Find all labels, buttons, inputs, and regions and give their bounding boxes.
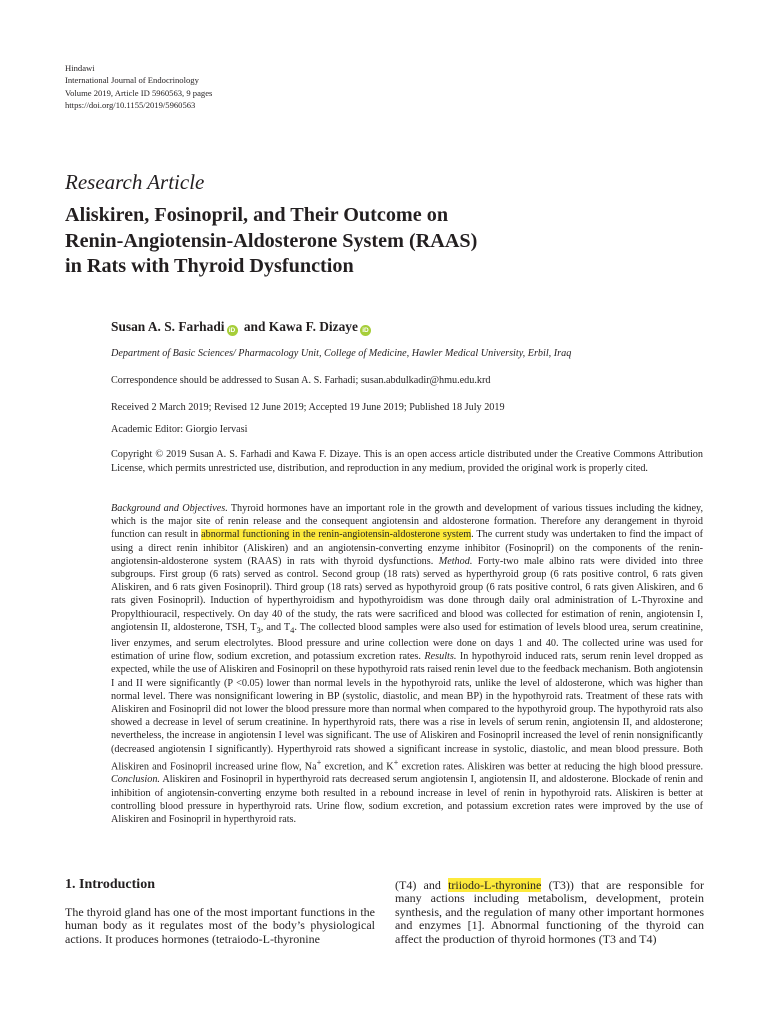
highlighted-text: triiodo-L-thyronine	[448, 878, 542, 892]
orcid-icon[interactable]: iD	[360, 325, 371, 336]
superscript: +	[393, 756, 399, 767]
author-connector: and	[240, 319, 269, 334]
subscript: 3	[256, 624, 261, 635]
orcid-icon[interactable]: iD	[227, 325, 238, 336]
abstract-section-label: Method.	[438, 555, 473, 567]
superscript: +	[316, 756, 322, 767]
abstract-text: , and T	[260, 621, 291, 633]
journal-header	[65, 62, 212, 111]
abstract-section-label: Background and Objectives.	[111, 503, 228, 514]
journal-name: International Journal of Endocrinology	[65, 75, 199, 86]
article-title	[65, 203, 705, 280]
author-list	[111, 319, 374, 336]
publication-dates: Received 2 March 2019; Revised 12 June 2019; Accepted 19 June 2019; Published 18 July 2019	[111, 402, 505, 413]
correspondence: Correspondence should be addressed to Susan A. S. Farhadi; susan.abdulkadir@hmu.edu.krd	[111, 375, 491, 386]
abstract-text: excretion rates. Aliskiren was better at reducing the high blood pressure.	[398, 761, 704, 773]
body-text: (T4) and	[395, 878, 449, 892]
subscript: 4	[290, 624, 295, 635]
abstract-section-label: Conclusion.	[111, 774, 160, 786]
affiliation: Department of Basic Sciences/ Pharmacology Unit, College of Medicine, Hawler Medical University, Erbil, Iraq	[111, 348, 572, 359]
title-line: Aliskiren, Fosinopril, and Their Outcome on	[65, 204, 449, 226]
abstract-text: . The current study was undertaken to find the impact of using a direct renin inhibitor (Aliskiren) and an angiotensin-converting enzyme inhibitor (Fosinopril) on the components of the renin-angiotensin-aldosterone system (RAAS) in rats with thyroid dysfunctions.	[111, 529, 703, 567]
abstract-section-label: Results.	[424, 651, 457, 663]
abstract	[111, 502, 703, 826]
section-heading: 1. Introduction	[65, 877, 155, 892]
volume-info: Volume 2019, Article ID 5960563, 9 pages	[65, 87, 213, 98]
abstract-text: In hypothyroid induced rats, serum renin level dropped as expected, while the use of Aliskiren and Fosinopril on these hypothyroid rats raised renin level due to the feedback mechanism. Both angiotensin I and II were significantly (P <0.05) lower than normal levels in the hypothyroid rats, unlike the level of aldosterone, which was higher than normal level. There was nonsignificant lowering in BP (systolic, diastolic, and mean BP) in the hypothyroid rats. Treatment of these rats with Aliskiren and Fosinopril did not lower the blood pressure more than normal when compared to the hypothyroid group. The hypothyroid rats also showed a decrease in level of serum creatinine. In hyperthyroid rats, there was a rise in levels of serum renin, angiotensin II, and aldosterone; nevertheless, the increase in angiotensin I level was significant. The use of Aliskiren and Fosinopril increased the level of renin nonsignificantly (decreased angiotensin I significantly). Hyperthyroid rats showed a significant increase in systolic, diastolic, and mean blood pressure. Both Aliskiren and Fosinopril increased urine flow, Na	[111, 651, 703, 773]
highlighted-text: abnormal functioning in the renin-angiotensin-aldosterone system	[201, 529, 472, 541]
doi-link[interactable]: https://doi.org/10.1155/2019/5960563	[65, 99, 196, 110]
copyright-notice: Copyright © 2019 Susan A. S. Farhadi and Kawa F. Dizaye. This is an open access article distributed under the Creative Commons Attribution License, which permits unrestricted use, distribution, and reproduction in any medium, provided the original work is properly cited.	[111, 449, 703, 474]
intro-left-column: The thyroid gland has one of the most important functions in the human body as it regulates most of the body’s physiological actions. It produces hormones (tetraiodo-L-thyronine	[65, 905, 375, 946]
article-type: Research Article	[65, 170, 205, 194]
abstract-text: Aliskiren and Fosinopril in hyperthyroid rats decreased serum angiotensin I, angiotensin II, and aldosterone. Blockade of renin and inhibition of angiotensin-converting enzyme both resulted in a rebound increase in level of renin in hypothyroid rats. Aliskiren is better at controlling blood pressure in hyperthyroid rats. Urine flow, sodium excretion, and potassium excretion rates were improved by the use of Aliskiren and Fosinopril in hyperthyroid rats.	[111, 774, 703, 826]
title-line: Renin-Angiotensin-Aldosterone System (RAAS)	[65, 229, 478, 252]
abstract-text: Forty-two male albino rats were divided into three subgroups. First group (6 rats) served as control. Second group (18 rats) served as hyperthyroid group (6 rats positive control, 6 rats given Aliskiren, and 6 rats given Fosinopril). Third group (18 rats) served as hypothyroid group (6 rats positive control, 6 rats given Aliskiren, and 6 rats given Fosinopril). Induction of hyperthyroidism and hypothyroidism was done through daily oral administration of L-Thyroxine and Propylthiouracil, respectively. On day 40 of the study, the rats were sacrificed and blood was collected for estimation of renin, angiotensin I, angiotensin II, aldosterone, TSH, T	[111, 555, 703, 633]
academic-editor: Academic Editor: Giorgio Iervasi	[111, 424, 248, 435]
body-text: (T3)) that are responsible for many actions including metabolism, development, protein synthesis, and the regulation of many other important hormones and enzymes [1]. Abnormal functioning of the thyroid can affect the production of thyroid hormones (T3 and T4)	[395, 878, 704, 946]
publisher-name: Hindawi	[65, 63, 95, 73]
abstract-text: . The collected blood samples were also used for estimation of levels blood urea, serum creatinine, liver enzymes, and serum electrolytes. Blood pressure and urine collection were done on days 1 and 40. The collected urine was used for estimation of urine flow, sodium excretion, and potassium excretion rates.	[111, 621, 704, 663]
abstract-text: excretion, and K	[321, 761, 394, 773]
author-name: Susan A. S. Farhadi	[111, 319, 225, 334]
abstract-text: Thyroid hormones have an important role in the growth and development of various tissues including the kidney, which is the major site of renin release and the consequent angiotensin and aldosterone formation. Therefore any derangement in thyroid function can result in	[111, 503, 703, 541]
intro-right-column	[395, 879, 704, 946]
title-line: in Rats with Thyroid Dysfunction	[65, 255, 354, 277]
author-name: Kawa F. Dizaye	[268, 319, 358, 334]
